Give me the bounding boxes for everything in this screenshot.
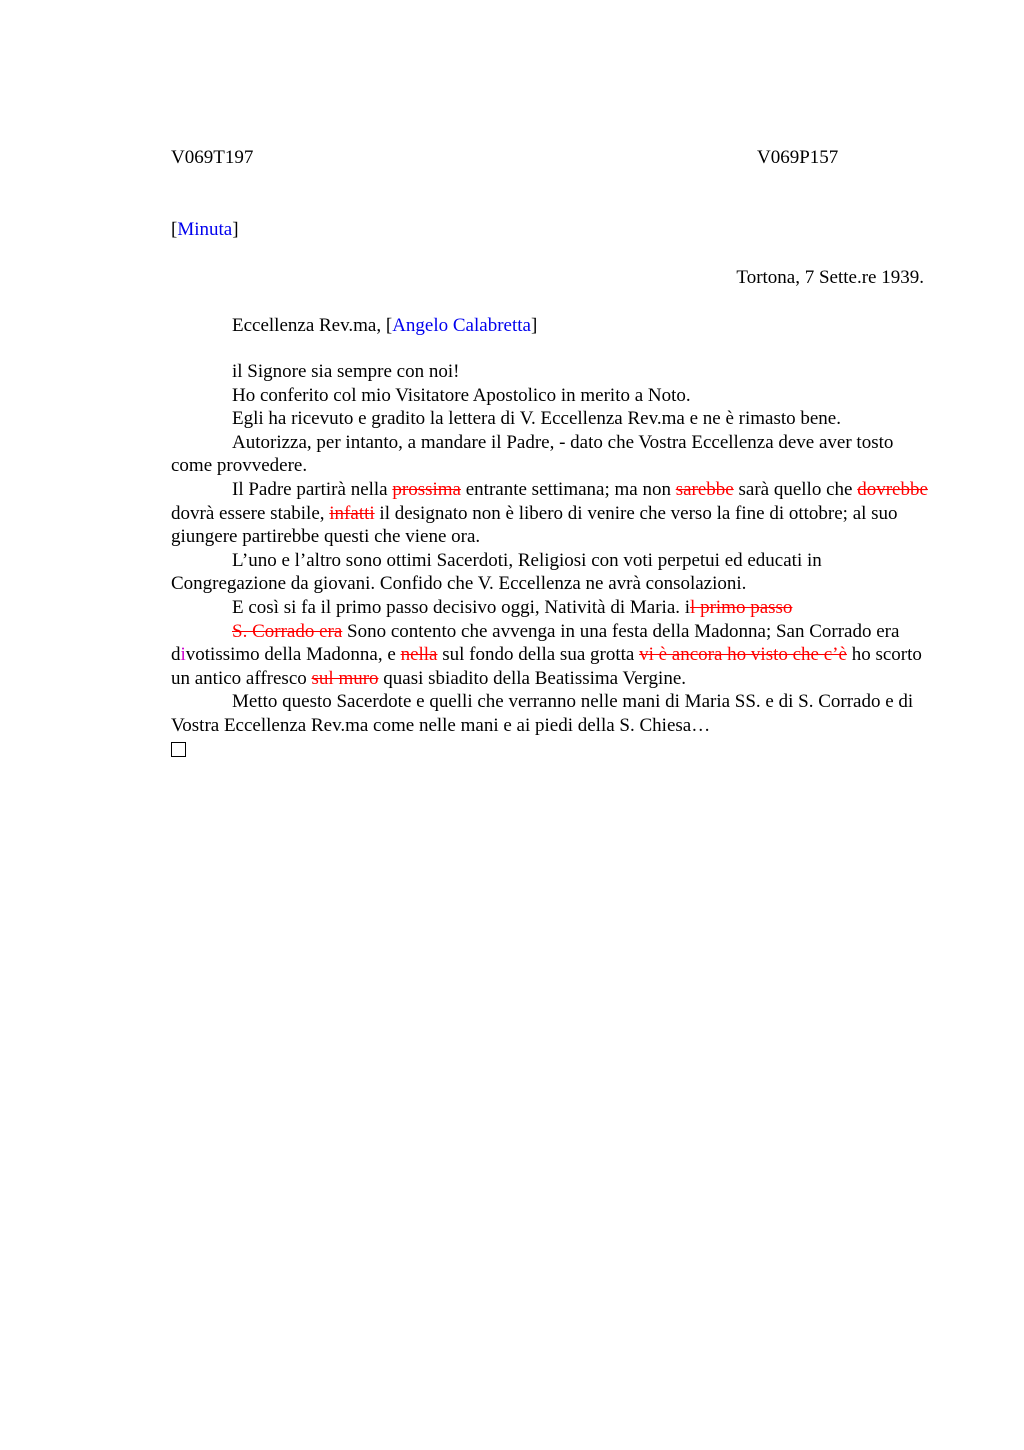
recipient-name: Angelo Calabretta xyxy=(392,315,531,336)
salutation: Eccellenza Rev.ma, [Angelo Calabretta] xyxy=(232,315,538,336)
text-run: E così si fa il primo passo decisivo oggi, Natività di Maria. i xyxy=(232,596,691,618)
paragraph-greeting: il Signore sia sempre con noi! xyxy=(232,361,460,382)
doc-label-text: Minuta xyxy=(177,219,233,240)
deleted-text: dovrebbe xyxy=(857,478,928,500)
text-run: sarà quello che xyxy=(733,478,858,500)
salutation-prefix: Eccellenza Rev.ma, xyxy=(232,315,386,336)
text-run: entrante settimana; ma non xyxy=(460,478,676,500)
deleted-text: l primo passo xyxy=(690,596,793,618)
date-line: Tortona, 7 Sette.re 1939. xyxy=(736,267,924,288)
paragraph-letter: Egli ha ricevuto e gradito la lettera di V. Eccellenza Rev.ma e ne è rimasto bene. xyxy=(232,408,841,430)
text-run: Sono contento che avvenga in una festa della Madonna; San Corrado era d xyxy=(171,620,900,666)
paragraph-visitor: Ho conferito col mio Visitatore Apostolico in merito a Noto. xyxy=(232,384,691,406)
deleted-text: prossima xyxy=(392,478,461,500)
paragraph-corrado xyxy=(171,620,933,691)
inserted-text: i xyxy=(180,644,186,666)
text-run: dovrà essere stabile, xyxy=(171,502,330,524)
header-left-code: V069T197 xyxy=(171,147,254,168)
letter-body xyxy=(171,360,933,762)
deleted-text: nella xyxy=(400,644,438,666)
text-run: Il Padre partirà nella xyxy=(232,478,393,500)
paragraph-closing: Metto questo Sacerdote e quelli che verranno nelle mani di Maria SS. e di S. Corrado e di Vostra Eccellenza Rev.ma come nelle mani e ai piedi della S. Chiesa… xyxy=(171,691,914,736)
paragraph-first-step xyxy=(171,596,933,620)
end-marker xyxy=(171,738,933,763)
deleted-text: sul muro xyxy=(311,667,379,689)
paragraph-authorize: Autorizza, per intanto, a mandare il Padre, - dato che Vostra Eccellenza deve aver tosto come provvedere. xyxy=(171,431,894,477)
text-run: votissimo della Madonna, e xyxy=(185,644,401,666)
checkbox-icon xyxy=(171,742,186,757)
text-run: ho scorto un antico affresco xyxy=(171,644,922,689)
header-right-code: V069P157 xyxy=(757,147,839,168)
text-run: il designato non è libero di venire che verso la fine di ottobre; al suo giungere partirebbe questi che viene ora. xyxy=(171,502,898,548)
paragraph-priests: L’uno e l’altro sono ottimi Sacerdoti, Religiosi con voti perpetui ed educati in Congregazione da giovani. Confido che V. Eccellenza ne avrà consolazioni. xyxy=(171,549,822,595)
text-run: sul fondo della sua grotta xyxy=(437,644,640,666)
deleted-text: sarebbe xyxy=(675,478,734,500)
deleted-text: vi è ancora ho visto che c’è xyxy=(639,644,847,666)
deleted-text: S. Corrado era xyxy=(232,620,343,642)
deleted-text: infatti xyxy=(329,502,375,524)
paragraph-departure xyxy=(171,478,933,549)
doc-label: [Minuta] xyxy=(171,219,239,240)
text-run: quasi sbiadito della Beatissima Vergine. xyxy=(378,667,687,689)
